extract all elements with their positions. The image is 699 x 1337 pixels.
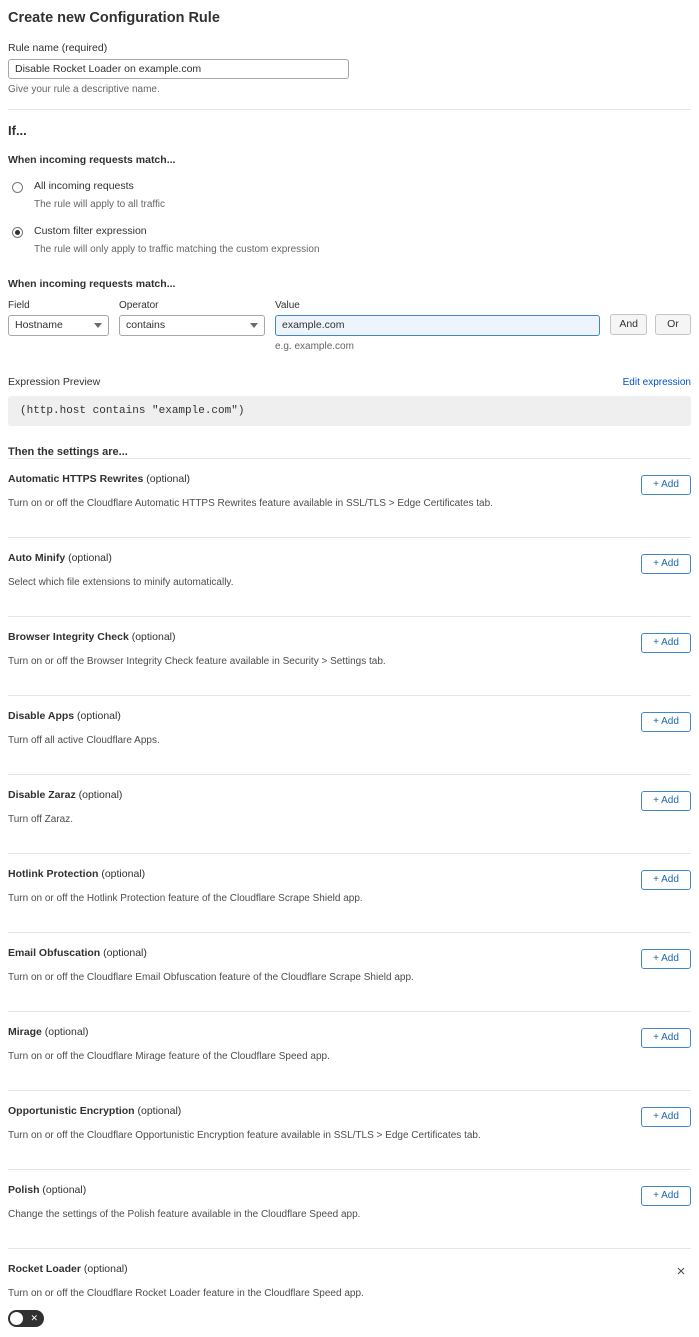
field-column-label: Field <box>8 299 30 311</box>
add-setting-button[interactable]: + Add <box>641 554 691 574</box>
setting-optional-text: (optional) <box>143 472 191 485</box>
add-setting-button[interactable]: + Add <box>641 475 691 495</box>
if-section-heading: If... <box>8 123 27 139</box>
page-title: Create new Configuration Rule <box>8 10 220 26</box>
operator-column-label: Operator <box>119 299 159 311</box>
setting-row <box>8 1169 691 1248</box>
setting-description: Change the settings of the Polish feature available in the Cloudflare Speed app. <box>8 1208 361 1220</box>
setting-title <box>8 552 629 564</box>
setting-optional-text: (optional) <box>80 1262 128 1275</box>
setting-title-text: Email Obfuscation <box>8 946 101 959</box>
rocket-loader-toggle[interactable] <box>8 1310 44 1327</box>
operator-column <box>119 300 265 336</box>
setting-row <box>8 537 691 616</box>
setting-text <box>8 631 641 669</box>
setting-title <box>8 473 629 485</box>
value-column-label: Value <box>275 299 300 311</box>
setting-title-text: Rocket Loader <box>8 1262 81 1275</box>
setting-row <box>8 853 691 932</box>
add-setting-button[interactable]: + Add <box>641 633 691 653</box>
settings-list <box>8 458 691 1248</box>
setting-description: Turn on or off the Cloudflare Opportunistic Encryption feature available in SSL/TLS > Edge Certificates tab. <box>8 1129 481 1141</box>
toggle-x-icon: ✕ <box>30 1313 38 1324</box>
value-input[interactable] <box>275 315 600 336</box>
field-select-value: Hostname <box>15 319 63 332</box>
setting-description: Turn off Zaraz. <box>8 813 74 825</box>
then-settings-heading: Then the settings are... <box>8 445 128 458</box>
add-setting-button[interactable]: + Add <box>641 870 691 890</box>
setting-optional-text: (optional) <box>100 946 147 959</box>
setting-optional-text: (optional) <box>74 709 121 722</box>
setting-description: Turn on or off the Cloudflare Automatic HTTPS Rewrites feature available in SSL/TLS > Edge Certificates tab. <box>8 497 493 509</box>
edit-expression-link[interactable]: Edit expression <box>622 376 691 388</box>
setting-title <box>8 631 629 643</box>
expression-subheading: When incoming requests match... <box>8 277 176 290</box>
setting-row <box>8 1090 691 1169</box>
setting-optional-text: (optional) <box>65 551 112 564</box>
operator-select-value: contains <box>126 319 166 332</box>
radio-label-all-requests: All incoming requests <box>34 180 134 193</box>
setting-title <box>8 1184 629 1196</box>
andor-button-group <box>610 300 691 335</box>
or-button[interactable]: Or <box>655 314 691 335</box>
setting-title-text: Disable Zaraz <box>8 788 76 801</box>
setting-text <box>8 552 641 590</box>
close-icon[interactable]: × <box>676 1262 686 1280</box>
setting-description: Turn on or off the Hotlink Protection feature of the Cloudflare Scrape Shield app. <box>8 892 363 904</box>
and-button[interactable]: And <box>610 314 647 335</box>
radio-desc-custom-filter: The rule will only apply to traffic matching the custom expression <box>34 243 320 255</box>
setting-title-rocket-loader <box>8 1263 661 1275</box>
setting-description: Turn on or off the Cloudflare Mirage feature of the Cloudflare Speed app. <box>8 1050 330 1062</box>
setting-title <box>8 789 629 801</box>
setting-title-text: Auto Minify <box>8 551 66 564</box>
radio-icon-custom-filter[interactable] <box>12 227 23 238</box>
setting-optional-text: (optional) <box>98 867 146 880</box>
setting-title <box>8 947 629 959</box>
toggle-knob <box>10 1312 23 1325</box>
match-subheading: When incoming requests match... <box>8 154 176 167</box>
setting-title <box>8 868 629 880</box>
setting-title-text: Mirage <box>8 1025 42 1038</box>
expression-preview-code: (http.host contains "example.com") <box>8 396 691 426</box>
operator-select[interactable] <box>119 315 265 336</box>
setting-description: Turn on or off the Browser Integrity Check feature available in Security > Settings tab. <box>8 655 386 667</box>
setting-optional-text: (optional) <box>128 630 176 643</box>
setting-title-text: Disable Apps <box>8 709 75 722</box>
add-setting-button[interactable]: + Add <box>641 1028 691 1048</box>
field-column <box>8 300 109 336</box>
expression-preview-label: Expression Preview <box>8 375 101 388</box>
setting-description: Turn on or off the Cloudflare Email Obfuscation feature of the Cloudflare Scrape Shield app. <box>8 971 414 983</box>
add-setting-button[interactable]: + Add <box>641 1107 691 1127</box>
expression-builder-row <box>8 300 691 352</box>
setting-row <box>8 932 691 1011</box>
setting-title-text: Polish <box>8 1183 40 1196</box>
add-setting-button[interactable]: + Add <box>641 712 691 732</box>
setting-title-text: Browser Integrity Check <box>8 630 129 643</box>
radio-icon-all-requests[interactable] <box>12 182 23 193</box>
value-hint: e.g. example.com <box>275 340 354 352</box>
rule-name-helper: Give your rule a descriptive name. <box>8 84 160 96</box>
radio-option-custom-filter[interactable] <box>8 225 691 256</box>
setting-title <box>8 1026 629 1038</box>
add-setting-button[interactable]: + Add <box>641 791 691 811</box>
setting-text <box>8 1105 641 1143</box>
divider <box>8 109 691 110</box>
radio-desc-all-requests: The rule will apply to all traffic <box>34 198 165 210</box>
setting-desc-rocket-loader: Turn on or off the Cloudflare Rocket Loader feature in the Cloudflare Speed app. <box>8 1287 364 1299</box>
setting-text <box>8 789 641 827</box>
add-setting-button[interactable]: + Add <box>641 949 691 969</box>
setting-title-text: Automatic HTTPS Rewrites <box>8 472 144 485</box>
setting-optional-text: (optional) <box>39 1183 87 1196</box>
value-column <box>275 300 600 352</box>
setting-row <box>8 695 691 774</box>
setting-text <box>8 473 641 511</box>
chevron-down-icon <box>250 323 258 328</box>
setting-row <box>8 458 691 537</box>
setting-text <box>8 1184 641 1222</box>
chevron-down-icon <box>94 323 102 328</box>
setting-text <box>8 868 641 906</box>
field-select[interactable] <box>8 315 109 336</box>
setting-row <box>8 1011 691 1090</box>
setting-optional-text: (optional) <box>75 788 123 801</box>
setting-row-rocket-loader <box>8 1248 691 1337</box>
setting-optional-text: (optional) <box>134 1104 182 1117</box>
radio-option-all-requests[interactable] <box>8 180 691 211</box>
setting-optional-text: (optional) <box>41 1025 89 1038</box>
setting-text <box>8 1026 641 1064</box>
rule-name-input[interactable] <box>8 59 349 79</box>
configuration-rule-form <box>0 8 699 1337</box>
setting-row <box>8 774 691 853</box>
setting-title-text: Hotlink Protection <box>8 867 99 880</box>
rule-name-label: Rule name (required) <box>8 42 108 55</box>
setting-description: Turn off all active Cloudflare Apps. <box>8 734 160 746</box>
setting-row <box>8 616 691 695</box>
setting-title <box>8 1105 629 1117</box>
radio-label-custom-filter: Custom filter expression <box>34 224 147 237</box>
setting-description: Select which file extensions to minify automatically. <box>8 576 234 588</box>
expression-preview-header <box>8 376 691 388</box>
setting-title-text: Opportunistic Encryption <box>8 1104 135 1117</box>
setting-text <box>8 710 641 748</box>
add-setting-button[interactable]: + Add <box>641 1186 691 1206</box>
setting-text <box>8 947 641 985</box>
setting-title <box>8 710 629 722</box>
